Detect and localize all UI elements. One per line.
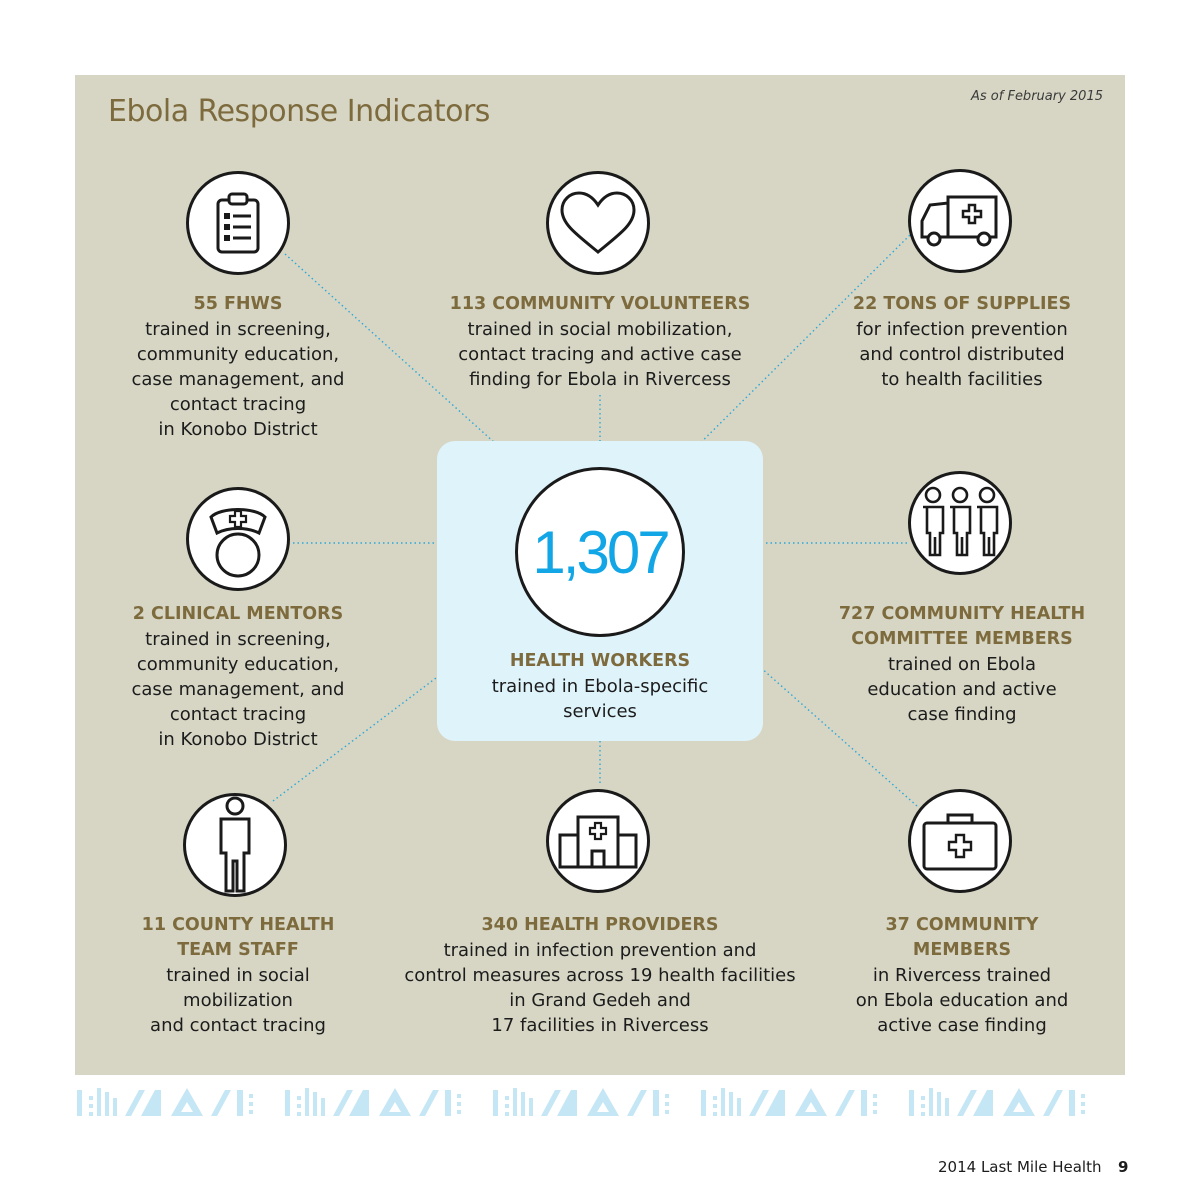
clipboard-icon (203, 188, 273, 258)
group-icon (915, 481, 1005, 565)
center-description: trained in Ebola-specific services (491, 676, 709, 722)
clipboard-circle (186, 171, 290, 275)
indicator-chc-members (822, 602, 1102, 727)
indicator-heading: 55 FHWS (193, 294, 283, 314)
as-of-date: As of February 2015 (971, 89, 1103, 104)
group-circle (908, 471, 1012, 575)
person-circle (183, 793, 287, 897)
indicator-heading: 37 COMMUNITY MEMBERS (885, 915, 1039, 960)
indicator-description: trained in social mobilization and contact tracing (150, 965, 326, 1036)
indicator-description: trained in infection prevention and control measures across 19 health facilities in Grand Gedeh and 17 facilities in Rivercess (404, 940, 796, 1036)
indicator-community-volunteers (430, 292, 770, 392)
nurse-circle (186, 487, 290, 591)
indicator-description: in Rivercess trained on Ebola education and active case finding (855, 965, 1069, 1036)
indicator-description: trained in social mobilization, contact tracing and active case finding for Ebola in Rivercess (458, 319, 742, 390)
indicator-description: trained on Ebola education and active case finding (867, 654, 1057, 725)
medical-kit-circle (908, 789, 1012, 893)
page-title: Ebola Response Indicators (108, 94, 490, 129)
indicator-description: for infection prevention and control distributed to health facilities (856, 319, 1068, 390)
indicator-county-health-team (100, 913, 376, 1038)
indicator-community-members (822, 913, 1102, 1038)
heart-circle (546, 171, 650, 275)
indicator-fhws (100, 292, 376, 442)
indicator-heading: 11 COUNTY HEALTH TEAM STAFF (141, 915, 335, 960)
indicator-description: trained in screening, community education, case management, and contact tracing in Konobo District (131, 319, 345, 440)
ambulance-icon (918, 191, 1002, 251)
indicator-clinical-mentors (100, 602, 376, 752)
total-health-workers-number: 1,307 (532, 518, 668, 586)
indicator-description: trained in screening, community education, case management, and contact tracing in Konobo District (131, 629, 345, 750)
nurse-icon (201, 497, 275, 581)
indicator-supplies (822, 292, 1102, 392)
center-heading: HEALTH WORKERS (509, 651, 691, 671)
medical-kit-icon (920, 809, 1000, 873)
center-caption (470, 649, 730, 724)
decorative-pattern-banner (75, 1082, 1125, 1124)
person-icon (215, 795, 255, 895)
hospital-circle (546, 789, 650, 893)
indicator-heading: 727 COMMUNITY HEALTH COMMITTEE MEMBERS (838, 604, 1086, 649)
indicator-health-providers (390, 913, 810, 1038)
heart-icon (556, 188, 640, 258)
ambulance-circle (908, 169, 1012, 273)
indicator-heading: 2 CLINICAL MENTORS (132, 604, 344, 624)
publication-name: 2014 Last Mile Health (938, 1158, 1102, 1176)
total-circle (515, 467, 685, 637)
hospital-icon (556, 811, 640, 871)
indicator-heading: 22 TONS OF SUPPLIES (852, 294, 1072, 314)
indicator-heading: 340 HEALTH PROVIDERS (481, 915, 719, 935)
page-number: 9 (1118, 1158, 1129, 1176)
indicator-heading: 113 COMMUNITY VOLUNTEERS (449, 294, 751, 314)
